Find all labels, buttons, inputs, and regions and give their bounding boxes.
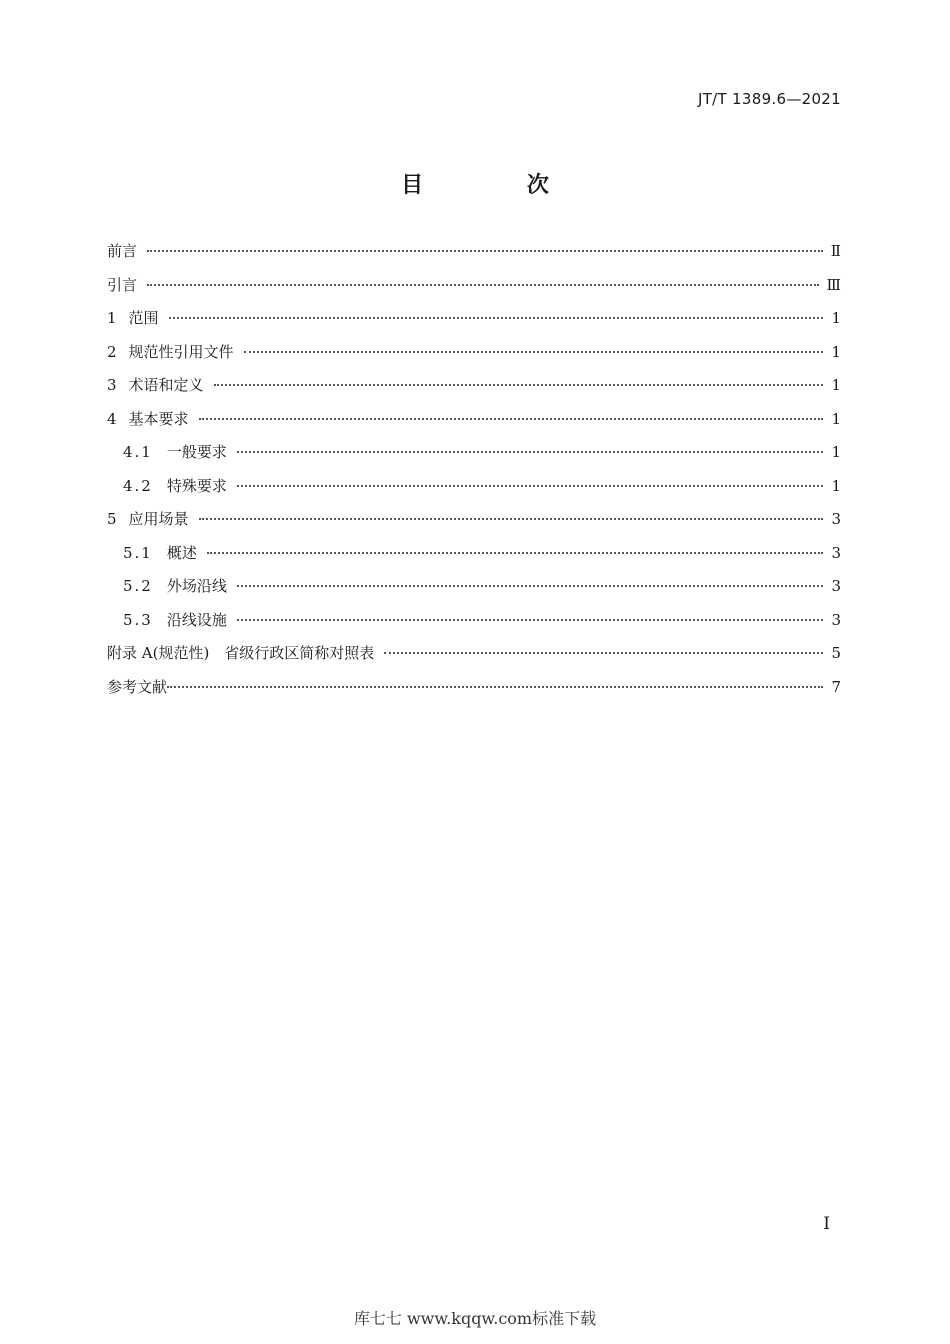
toc-entry-label: 范围: [128, 309, 159, 327]
toc-entry-label: 一般要求: [166, 443, 227, 461]
dot-leader: [167, 686, 823, 688]
toc-entry-number: 4.1: [123, 443, 153, 461]
toc-entry-general-requirements[interactable]: [107, 441, 841, 475]
toc-entry-number: 5.3: [123, 610, 153, 629]
toc-entry-label: 沿线设施: [166, 610, 227, 629]
watermark-text: 库七七 www.kqqw.com标准下载: [353, 1309, 597, 1328]
dot-leader: [237, 451, 824, 453]
table-of-contents: [107, 240, 841, 709]
toc-entry-label: 参考文献: [107, 677, 168, 696]
toc-entry-page: 3: [831, 510, 841, 528]
toc-entry-page: 1: [831, 309, 841, 327]
toc-entry-label: 附录 A(规范性) 省级行政区简称对照表: [107, 644, 375, 662]
dot-leader: [237, 485, 824, 487]
toc-entry-page: 1: [831, 476, 841, 495]
dot-leader: [207, 552, 824, 554]
toc-entry-page: 1: [831, 443, 841, 461]
toc-entry-label: 术语和定义: [128, 376, 204, 394]
toc-title: 目 次: [401, 173, 597, 198]
toc-entry-overview[interactable]: [107, 542, 841, 576]
page-number: I: [823, 1214, 830, 1234]
toc-entry-page: 1: [831, 376, 841, 394]
toc-entry-basic-requirements[interactable]: [107, 408, 841, 442]
toc-entry-label: 概述: [166, 543, 197, 562]
toc-entry-page: 1: [831, 409, 841, 428]
toc-entry-terms-definitions[interactable]: [107, 374, 841, 408]
toc-entry-page: 3: [831, 543, 841, 562]
toc-entry-foreword[interactable]: [107, 240, 841, 274]
toc-entry-appendix-a[interactable]: [107, 642, 841, 676]
toc-entry-label: 引言: [107, 275, 138, 294]
toc-entry-label: 外场沿线: [166, 577, 227, 595]
dot-leader: [384, 652, 823, 654]
toc-entry-label: 前言: [107, 242, 138, 260]
dot-leader: [237, 619, 824, 621]
toc-entry-page: 5: [831, 644, 841, 662]
toc-entry-introduction[interactable]: [107, 274, 841, 308]
toc-entry-label: 应用场景: [128, 510, 189, 528]
dot-leader: [199, 418, 824, 420]
toc-entry-page: Ⅱ: [830, 242, 841, 260]
toc-entry-number: 3: [107, 376, 117, 394]
toc-entry-page: 1: [831, 342, 841, 361]
toc-entry-number: 4: [107, 409, 117, 428]
toc-entry-scope[interactable]: [107, 307, 841, 341]
toc-entry-application-scenarios[interactable]: [107, 508, 841, 542]
toc-entry-number: 4.2: [123, 476, 153, 495]
dot-leader: [214, 384, 824, 386]
toc-entry-page: 3: [831, 577, 841, 595]
document-code: JT/T 1389.6—2021: [697, 90, 841, 108]
dot-leader: [169, 317, 824, 319]
toc-entry-page: 7: [831, 677, 841, 696]
toc-entry-normative-references[interactable]: [107, 341, 841, 375]
toc-entry-number: 5.2: [123, 577, 153, 595]
toc-entry-bibliography[interactable]: [107, 676, 841, 710]
toc-entry-page: Ⅲ: [826, 275, 841, 294]
toc-entry-label: 特殊要求: [166, 476, 227, 495]
dot-leader: [244, 351, 824, 353]
toc-entry-special-requirements[interactable]: [107, 475, 841, 509]
toc-entry-field-along-line[interactable]: [107, 575, 841, 609]
toc-entry-roadside-facilities[interactable]: [107, 609, 841, 643]
toc-entry-number: 5.1: [123, 543, 153, 562]
dot-leader: [147, 250, 823, 252]
toc-entry-number: 5: [107, 510, 117, 528]
toc-entry-label: 规范性引用文件: [128, 342, 234, 361]
toc-entry-number: 1: [107, 309, 117, 327]
dot-leader: [147, 284, 819, 286]
dot-leader: [199, 518, 824, 520]
toc-entry-label: 基本要求: [128, 409, 189, 428]
dot-leader: [237, 585, 824, 587]
toc-entry-number: 2: [107, 342, 117, 361]
toc-entry-page: 3: [831, 610, 841, 629]
